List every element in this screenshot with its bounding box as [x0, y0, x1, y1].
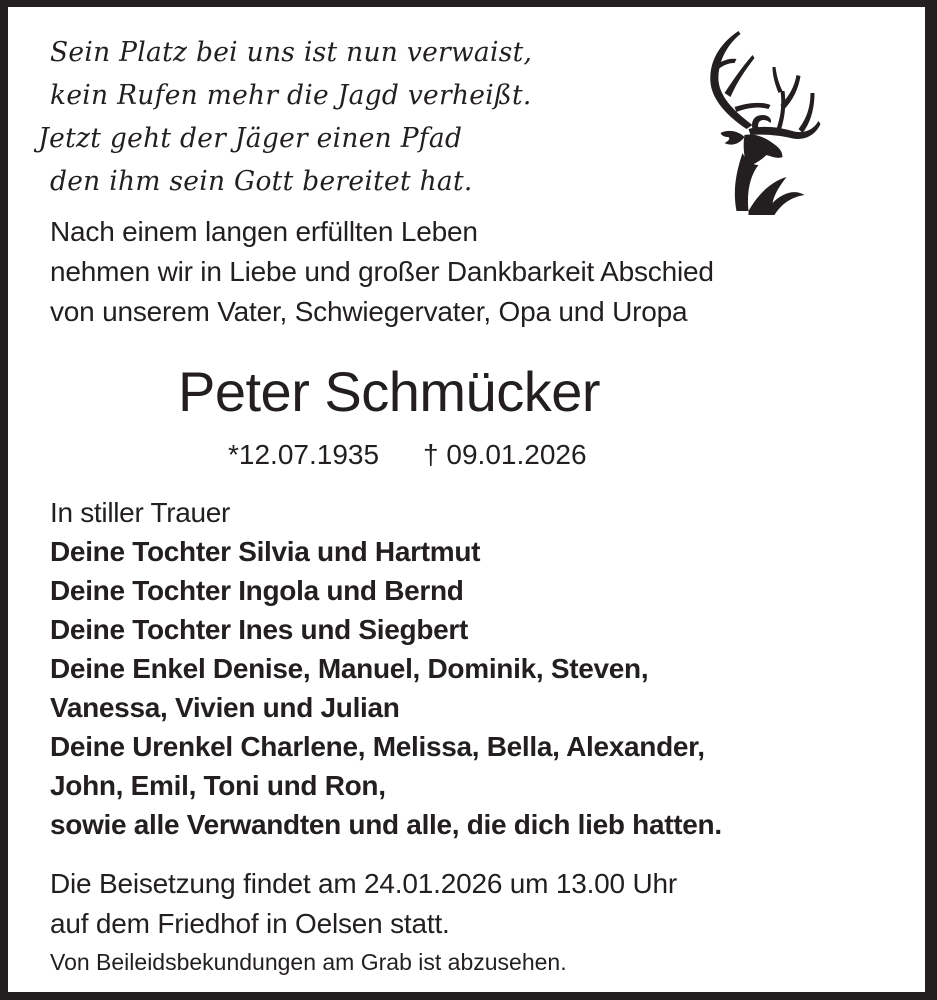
funeral-line: Die Beisetzung findet am 24.01.2026 um 13.00 Uhr: [50, 868, 678, 899]
mourner-line: Vanessa, Vivien und Julian: [50, 692, 400, 723]
mourner-line: Deine Urenkel Charlene, Melissa, Bella, Alexander,: [50, 731, 705, 762]
mourner-line: John, Emil, Toni und Ron,: [50, 770, 386, 801]
mourner-line: sowie alle Verwandten und alle, die dich lieb hatten.: [50, 809, 722, 840]
mourner-line: Deine Tochter Ingola und Bernd: [50, 575, 464, 606]
deer-head-icon: [698, 25, 823, 215]
poem-line: Jetzt geht der Jäger einen Pfad: [38, 123, 463, 154]
mourner-line: Deine Enkel Denise, Manuel, Dominik, Steven,: [50, 653, 649, 684]
condolence-note: Von Beileidsbekundungen am Grab ist abzusehen.: [50, 949, 567, 975]
obituary-card: [8, 7, 925, 992]
mourners-list: [50, 493, 722, 844]
poem-line: den ihm sein Gott bereitet hat.: [50, 166, 473, 197]
mourners-heading: In stiller Trauer: [50, 497, 231, 528]
deceased-name: Peter Schmücker: [178, 360, 600, 423]
birth-date: *12.07.1935: [228, 439, 380, 470]
funeral-line: auf dem Friedhof in Oelsen statt.: [50, 908, 450, 939]
intro-line: Nach einem langen erfüllten Leben: [50, 216, 478, 247]
mourner-line: Deine Tochter Silvia und Hartmut: [50, 536, 481, 567]
poem-line: kein Rufen mehr die Jagd verheißt.: [50, 80, 532, 111]
funeral-info: [50, 864, 677, 980]
intro-line: von unserem Vater, Schwiegervater, Opa und Uropa: [50, 296, 688, 327]
poem-line: Sein Platz bei uns ist nun verwaist,: [50, 37, 533, 68]
memorial-poem: [38, 31, 533, 203]
mourner-line: Deine Tochter Ines und Siegbert: [50, 614, 469, 645]
death-date: † 09.01.2026: [423, 439, 587, 470]
life-dates: [228, 435, 587, 475]
intro-line: nehmen wir in Liebe und großer Dankbarkeit Abschied: [50, 256, 714, 287]
intro-text: [50, 212, 714, 332]
